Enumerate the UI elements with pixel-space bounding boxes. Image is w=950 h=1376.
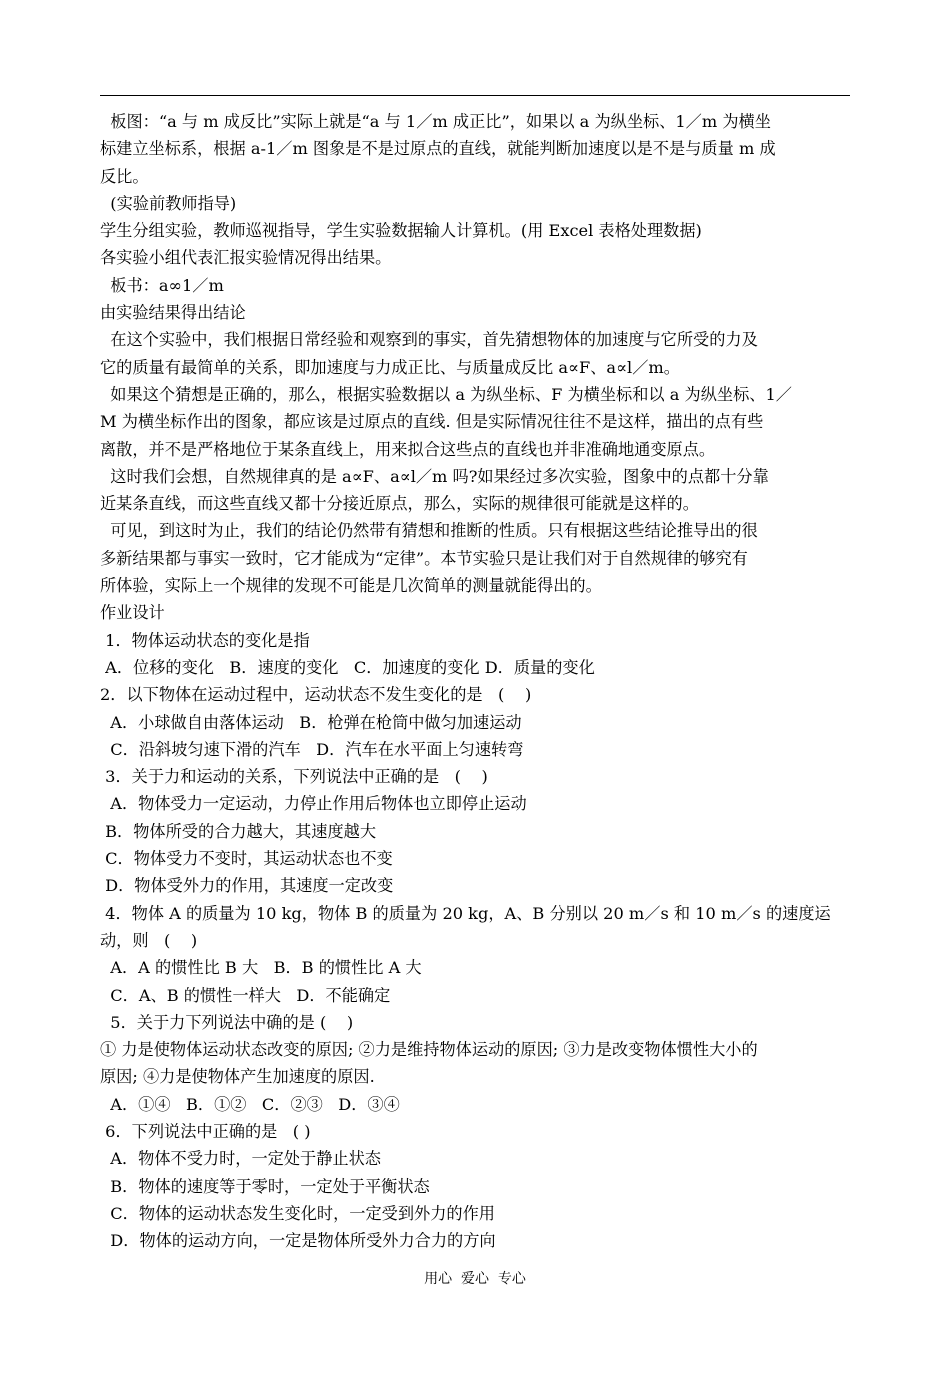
text-line: C．沿斜坡匀速下滑的汽车 D．汽车在水平面上匀速转弯 xyxy=(100,739,524,759)
text-line: 它的质量有最简单的关系，即加速度与力成正比、与质量成反比 a∝F、a∝l／m。 xyxy=(100,357,680,377)
text-line: C．物体受力不变时，其运动状态也不变 xyxy=(100,849,393,869)
document-body xyxy=(100,108,852,1254)
text-line: C．A、B 的惯性一样大 D．不能确定 xyxy=(100,985,391,1005)
text-line: 原因; ④力是使物体产生加速度的原因. xyxy=(100,1067,375,1087)
text-line: B．物体的速度等于零时，一定处于平衡状态 xyxy=(100,1176,430,1196)
text-line: 学生分组实验，教师巡视指导，学生实验数据输人计算机。(用 Excel 表格处理数据) xyxy=(100,221,702,241)
text-line: 所体验，实际上一个规律的发现不可能是几次简单的测量就能得出的。 xyxy=(100,576,602,596)
text-line: A．①④ B．①② C．②③ D．③④ xyxy=(100,1094,400,1114)
text-line: D．物体的运动方向，一定是物体所受外力合力的方向 xyxy=(100,1231,496,1251)
page-footer: 用心 爱心 专心 xyxy=(424,1271,526,1287)
text-line: 可见，到这时为止，我们的结论仍然带有猜想和推断的性质。只有根据这些结论推导出的很 xyxy=(100,521,758,541)
text-line: 由实验结果得出结论 xyxy=(100,303,246,323)
text-line: (实验前教师指导) xyxy=(100,193,237,213)
text-line: A．物体不受力时，一定处于静止状态 xyxy=(100,1149,381,1169)
text-line: 如果这个猜想是正确的，那么，根据实验数据以 a 为纵坐标、F 为横坐标和以 a 为纵坐标、1／ xyxy=(100,384,792,404)
text-line: 多新结果都与事实一致时，它才能成为“定律”。本节实验只是让我们对于自然规律的够究有 xyxy=(100,548,748,568)
text-line: ① 力是使物体运动状态改变的原因; ②力是维持物体运动的原因; ③力是改变物体惯性大小的 xyxy=(100,1040,758,1060)
text-line: 板书：a∞1／m xyxy=(100,275,224,295)
text-line: 反比。 xyxy=(100,166,149,186)
text-line: 离散，并不是严格地位于某条直线上，用来拟合这些点的直线也并非准确地通变原点。 xyxy=(100,439,716,459)
text-line: 标建立坐标系，根据 a-1／m 图象是不是过原点的直线，就能判断加速度以是不是与质量 m 成 xyxy=(100,139,776,159)
text-line: 5．关于力下列说法中确的是 ( ) xyxy=(100,1012,354,1032)
text-line: 1．物体运动状态的变化是指 xyxy=(100,630,310,650)
text-line: M 为横坐标作出的图象，都应该是过原点的直线. 但是实际情况往往不是这样，描出的点有些 xyxy=(100,412,764,432)
text-line: 近某条直线，而这些直线又都十分接近原点，那么，实际的规律很可能就是这样的。 xyxy=(100,494,699,514)
text-line: 在这个实验中，我们根据日常经验和观察到的事实，首先猜想物体的加速度与它所受的力及 xyxy=(100,330,758,350)
text-line: 6．下列说法中正确的是 ( ) xyxy=(100,1121,311,1141)
text-line: 作业设计 xyxy=(100,603,165,623)
text-line: A．位移的变化 B．速度的变化 C．加速度的变化 D．质量的变化 xyxy=(100,657,595,677)
text-line: A．小球做自由落体运动 B．枪弹在枪筒中做匀加速运动 xyxy=(100,712,522,732)
text-line: 3．关于力和运动的关系，下列说法中正确的是 ( ) xyxy=(100,767,488,787)
header-rule xyxy=(100,95,850,96)
text-line: 2．以下物体在运动过程中，运动状态不发生变化的是 ( ) xyxy=(100,685,532,705)
text-line: A．物体受力一定运动，力停止作用后物体也立即停止运动 xyxy=(100,794,527,814)
text-line: B．物体所受的合力越大，其速度越大 xyxy=(100,821,377,841)
text-line: C．物体的运动状态发生变化时，一定受到外力的作用 xyxy=(100,1203,495,1223)
text-line: A．A 的惯性比 B 大 B．B 的惯性比 A 大 xyxy=(100,958,422,978)
text-line: 板图：“a 与 m 成反比”实际上就是“a 与 1／m 成正比”，如果以 a 为纵坐标、1／m 为横坐 xyxy=(100,112,771,131)
text-line: D．物体受外力的作用，其速度一定改变 xyxy=(100,876,394,896)
text-line: 各实验小组代表汇报实验情况得出结果。 xyxy=(100,248,392,268)
text-line: 这时我们会想，自然规律真的是 a∝F、a∝l／m 吗?如果经过多次实验，图象中的点都十分靠 xyxy=(100,466,769,486)
text-line: 4．物体 A 的质量为 10 kg，物体 B 的质量为 20 kg，A、B 分别以 20 m／s 和 10 m／s 的速度运 xyxy=(100,903,831,923)
text-line: 动，则 ( ) xyxy=(100,930,198,950)
